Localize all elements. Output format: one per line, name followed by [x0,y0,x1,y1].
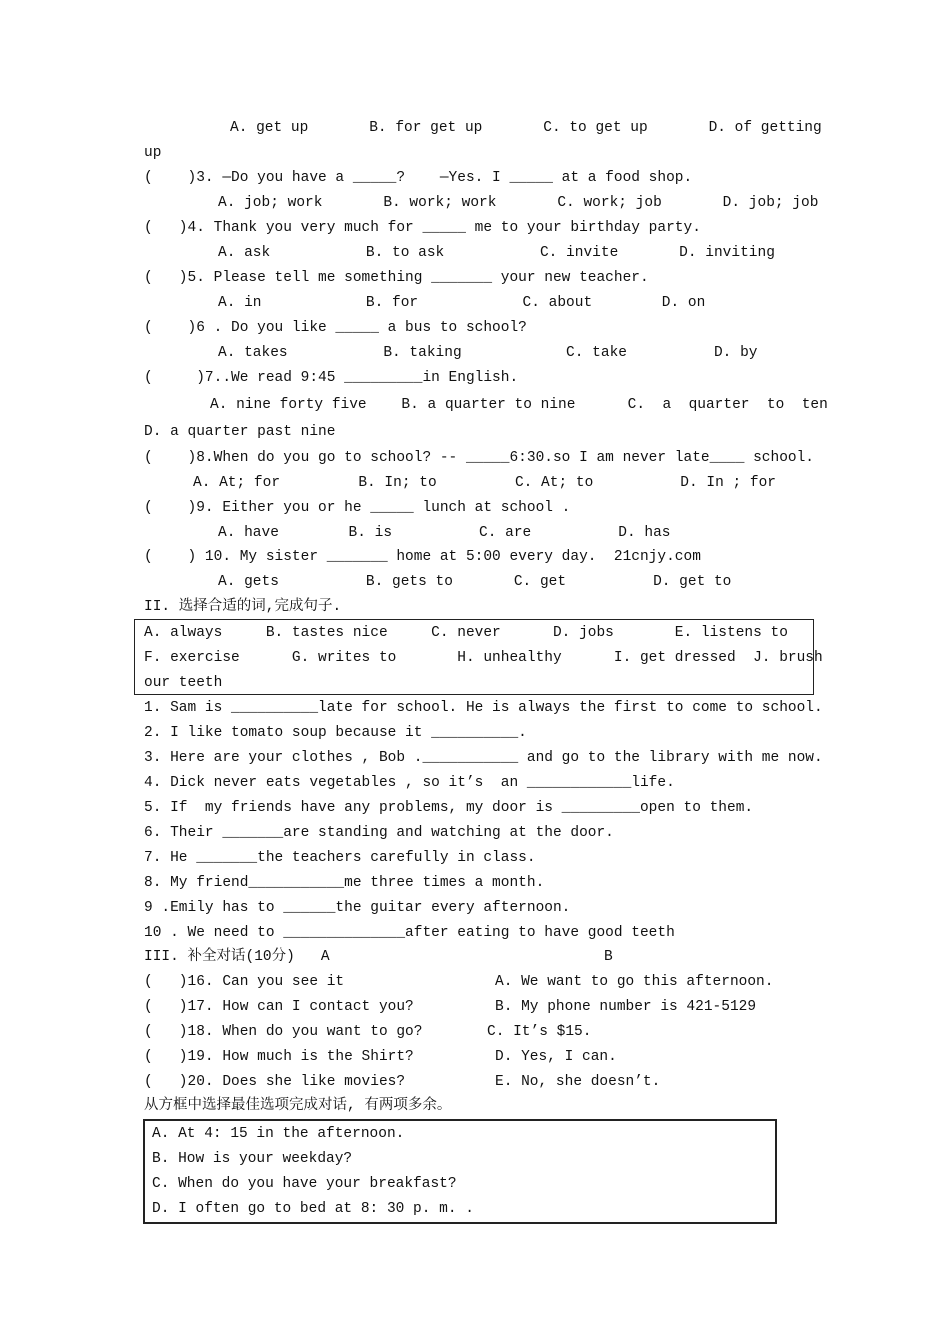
q10-question: ( ) 10. My sister _______ home at 5:00 every day. 21cnjy.com [144,549,701,565]
sentence-5: 5. If my friends have any problems, my door is _________open to them. [144,800,754,816]
answer-e: E. No, she doesn’t. [495,1074,661,1090]
q8-question: ( )8.When do you go to school? -- _____6:30.so I am never late____ school. [144,450,815,466]
q9-options: A. have B. is C. are D. has [218,525,671,541]
sentence-7: 7. He _______the teachers carefully in class. [144,850,536,866]
q3-options: A. job; work B. work; work C. work; job D. job; job [218,195,819,211]
sentence-4: 4. Dick never eats vegetables , so it’s an ____________life. [144,775,675,791]
sentence-8: 8. My friend___________me three times a month. [144,875,545,891]
section-iii-heading: III. 补全对话(10分) A [144,949,330,965]
q5-question: ( )5. Please tell me something _______ your new teacher. [144,270,649,286]
answer-c: C. It’s $15. [487,1024,592,1040]
q2-options-wrap: up [144,145,162,161]
sentence-2: 2. I like tomato soup because it __________. [144,725,527,741]
q8-options: A. At; for B. In; to C. At; to D. In ; for [193,475,776,491]
sentence-1: 1. Sam is __________late for school. He is always the first to come to school. [144,700,823,716]
q4-question: ( )4. Thank you very much for _____ me to your birthday party. [144,220,701,236]
option-b: B. How is your weekday? [152,1151,353,1167]
option-a: A. At 4: 15 in the afternoon. [152,1126,405,1142]
q7-options-wrap: D. a quarter past nine [144,424,336,440]
q6-options: A. takes B. taking C. take D. by [218,345,758,361]
dialogue-19: ( )19. How much is the Shirt? [144,1049,414,1065]
q10-options: A. gets B. gets to C. get D. get to [218,574,732,590]
sentence-6: 6. Their _______are standing and watching at the door. [144,825,614,841]
q3-question: ( )3. —Do you have a _____? —Yes. I _____ at a food shop. [144,170,693,186]
section-ii-heading: II. 选择合适的词,完成句子. [144,599,342,615]
dialogue-16: ( )16. Can you see it [144,974,345,990]
q7-options: A. nine forty five B. a quarter to nine C. a quarter to ten [210,397,828,413]
q7-question: ( )7..We read 9:45 _________in English. [144,370,519,386]
dialogue-20: ( )20. Does she like movies? [144,1074,406,1090]
sentence-3: 3. Here are your clothes , Bob .___________ and go to the library with me now. [144,750,823,766]
q4-options: A. ask B. to ask C. invite D. inviting [218,245,775,261]
q6-question: ( )6 . Do you like _____ a bus to school? [144,320,527,336]
sentence-10: 10 . We need to ______________after eating to have good teeth [144,925,675,941]
answer-a: A. We want to go this afternoon. [495,974,774,990]
column-b-heading: B [604,949,613,965]
word-bank-line-3: our teeth [144,675,223,691]
word-bank-line-1: A. always B. tastes nice C. never D. jobs E. listens to [144,625,788,641]
option-d: D. I often go to bed at 8: 30 p. m. . [152,1201,474,1217]
section-iv-instruction: 从方框中选择最佳选项完成对话, 有两项多余。 [144,1098,452,1114]
answer-d: D. Yes, I can. [495,1049,617,1065]
q2-options: A. get up B. for get up C. to get up D. of getting [230,120,822,136]
word-bank-line-2: F. exercise G. writes to H. unhealthy I. get dressed J. brush [144,650,823,666]
answer-b: B. My phone number is 421-5129 [495,999,757,1015]
q5-options: A. in B. for C. about D. on [218,295,706,311]
q9-question: ( )9. Either you or he _____ lunch at school . [144,500,571,516]
dialogue-18: ( )18. When do you want to go? [144,1024,423,1040]
option-c: C. When do you have your breakfast? [152,1176,457,1192]
sentence-9: 9 .Emily has to ______the guitar every afternoon. [144,900,571,916]
dialogue-17: ( )17. How can I contact you? [144,999,414,1015]
